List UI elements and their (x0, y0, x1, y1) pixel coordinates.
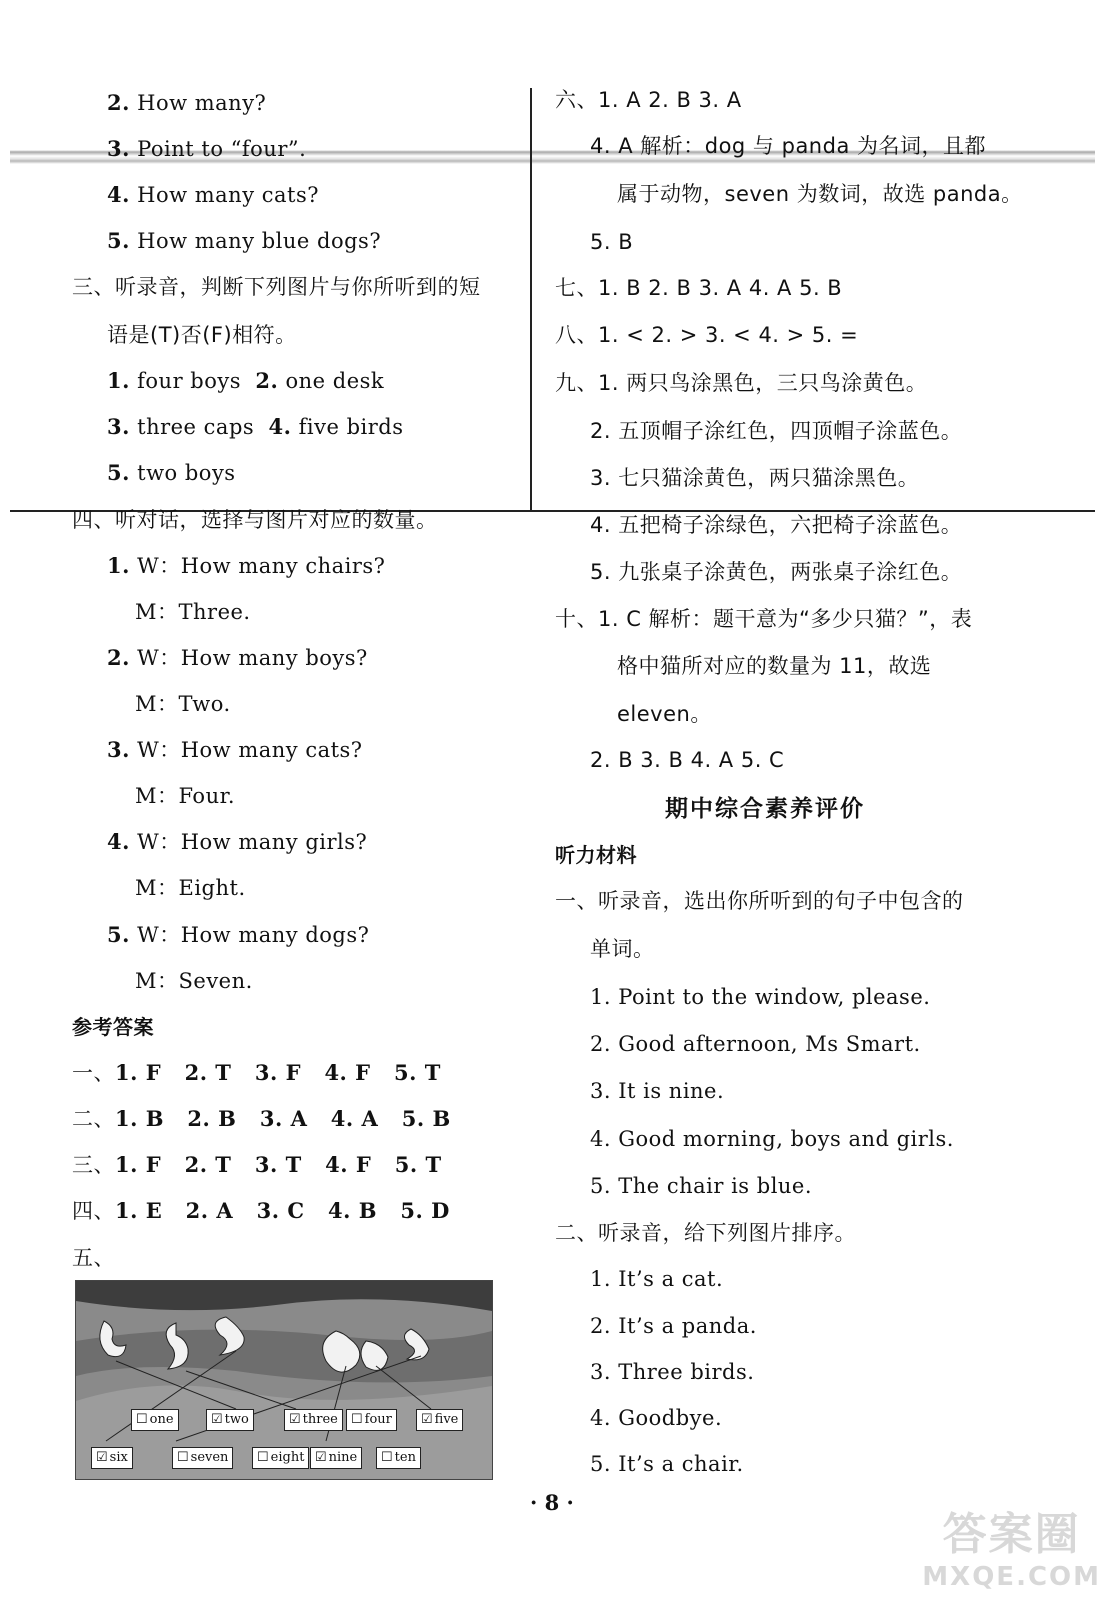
empty-box-icon: ☐ (351, 1412, 363, 1427)
checked-box-icon: ☑ (289, 1412, 301, 1427)
page-number: · 8 · (530, 1490, 574, 1515)
answer-row: 5. B (590, 230, 634, 254)
section-title: 三、听录音，判断下列图片与你所听到的短 (72, 275, 481, 299)
dialog-line: M：Seven. (135, 969, 253, 993)
number-box-seven (172, 1447, 233, 1469)
list-item: 2. How many? (107, 90, 267, 115)
list-item: 5. The chair is blue. (590, 1174, 813, 1198)
section-title: 一、听录音，选出你所听到的句子中包含的 (555, 889, 964, 913)
list-item: 3. It is nine. (590, 1079, 725, 1103)
checked-box-icon: ☑ (315, 1450, 327, 1465)
watermark-logo: 答案圈 MXQE.COM (922, 1509, 1101, 1592)
list-item: 1. It’s a cat. (590, 1267, 724, 1291)
section-title-cont: 单词。 (590, 937, 655, 961)
list-item: 5. two boys (107, 460, 236, 485)
answer-row: 五、 (72, 1246, 115, 1270)
number-box-six (91, 1447, 133, 1469)
list-item: 2. Good afternoon, Ms Smart. (590, 1032, 921, 1056)
answer-row: 三、1. F 2. T 3. T 4. F 5. T (72, 1152, 442, 1177)
empty-box-icon: ☐ (257, 1450, 269, 1465)
list-item: 3. Three birds. (590, 1360, 755, 1384)
dialog-line: M：Four. (135, 784, 235, 808)
list-item: 2. It’s a panda. (590, 1314, 757, 1338)
number-box-label: five (434, 1412, 459, 1427)
number-box-label: four (364, 1412, 392, 1427)
listening-heading: 听力材料 (555, 843, 637, 867)
answers-heading: 参考答案 (72, 1015, 154, 1039)
list-item: 4. How many cats? (107, 182, 319, 207)
answer-figure-birds (75, 1280, 493, 1480)
answer-row: 七、1. B 2. B 3. A 4. A 5. B (555, 276, 843, 300)
list-item: 3. three caps 4. five birds (107, 414, 404, 439)
explanation-cont: eleven。 (617, 702, 712, 726)
answer-row: 二、1. B 2. B 3. A 4. A 5. B (72, 1106, 451, 1131)
number-box-four (346, 1409, 397, 1431)
dialog-line: 4. W：How many girls? (107, 829, 368, 854)
number-box-label: seven (190, 1450, 229, 1465)
empty-box-icon: ☐ (177, 1450, 189, 1465)
checked-box-icon: ☑ (96, 1450, 108, 1465)
empty-box-icon: ☐ (381, 1450, 393, 1465)
number-box-label: eight (270, 1450, 305, 1465)
dialog-line: M：Two. (135, 692, 231, 716)
number-box-label: one (149, 1412, 174, 1427)
answer-row: 九、1. 两只鸟涂黑色，三只鸟涂黄色。 (555, 371, 928, 395)
answer-row: 六、1. A 2. B 3. A (555, 88, 742, 112)
dialog-line: 5. W：How many dogs? (107, 922, 370, 947)
list-item: 5. It’s a chair. (590, 1452, 744, 1476)
dialog-line: M：Eight. (135, 876, 246, 900)
answer-row: 2. 五顶帽子涂红色，四顶帽子涂蓝色。 (590, 419, 963, 443)
number-box-label: six (109, 1450, 128, 1465)
answer-row: 5. 九张桌子涂黄色，两张桌子涂红色。 (590, 560, 963, 584)
list-item: 4. Goodbye. (590, 1406, 723, 1430)
list-item: 5. How many blue dogs? (107, 228, 382, 253)
number-box-label: two (224, 1412, 249, 1427)
dialog-line: 3. W：How many cats? (107, 737, 363, 762)
number-box-five (416, 1409, 463, 1431)
explanation-cont: 属于动物，seven 为数词，故选 panda。 (617, 182, 1023, 206)
section-title-cont: 语是(T)否(F)相符。 (107, 323, 297, 347)
answer-row: 一、1. F 2. T 3. F 4. F 5. T (72, 1060, 441, 1085)
dialog-line: M：Three. (135, 600, 251, 624)
checked-box-icon: ☑ (211, 1412, 223, 1427)
number-box-eight (252, 1447, 309, 1469)
answer-row: 四、1. E 2. A 3. C 4. B 5. D (72, 1198, 450, 1223)
list-item: 1. four boys 2. one desk (107, 368, 385, 393)
answer-row: 4. A 解析：dog 与 panda 为名词，且都 (590, 134, 986, 158)
dialog-line: 1. W：How many chairs? (107, 553, 386, 578)
number-box-one (131, 1409, 179, 1431)
answer-row: 十、1. C 解析：题干意为“多少只猫？”，表 (555, 607, 973, 631)
number-box-nine (310, 1447, 362, 1469)
empty-box-icon: ☐ (136, 1412, 148, 1427)
number-box-three (284, 1409, 343, 1431)
number-box-label: nine (328, 1450, 358, 1465)
column-divider (530, 88, 532, 510)
checked-box-icon: ☑ (421, 1412, 433, 1427)
answer-row: 八、1. < 2. > 3. < 4. > 5. = (555, 323, 859, 347)
list-item: 1. Point to the window, please. (590, 985, 931, 1009)
number-box-label: ten (394, 1450, 416, 1465)
midterm-title: 期中综合素养评价 (665, 796, 865, 822)
number-box-ten (376, 1447, 421, 1469)
section-title: 二、听录音，给下列图片排序。 (555, 1221, 856, 1245)
explanation-cont: 格中猫所对应的数量为 11，故选 (617, 654, 932, 678)
number-box-label: three (302, 1412, 338, 1427)
number-box-two (206, 1409, 254, 1431)
dialog-line: 2. W：How many boys? (107, 645, 368, 670)
answer-row: 4. 五把椅子涂绿色，六把椅子涂蓝色。 (590, 513, 963, 537)
answer-row: 2. B 3. B 4. A 5. C (590, 748, 785, 772)
answer-row: 3. 七只猫涂黄色，两只猫涂黑色。 (590, 466, 920, 490)
list-item: 4. Good morning, boys and girls. (590, 1127, 954, 1151)
list-item: 3. Point to “four”. (107, 136, 307, 161)
section-title: 四、听对话，选择与图片对应的数量。 (72, 508, 438, 532)
